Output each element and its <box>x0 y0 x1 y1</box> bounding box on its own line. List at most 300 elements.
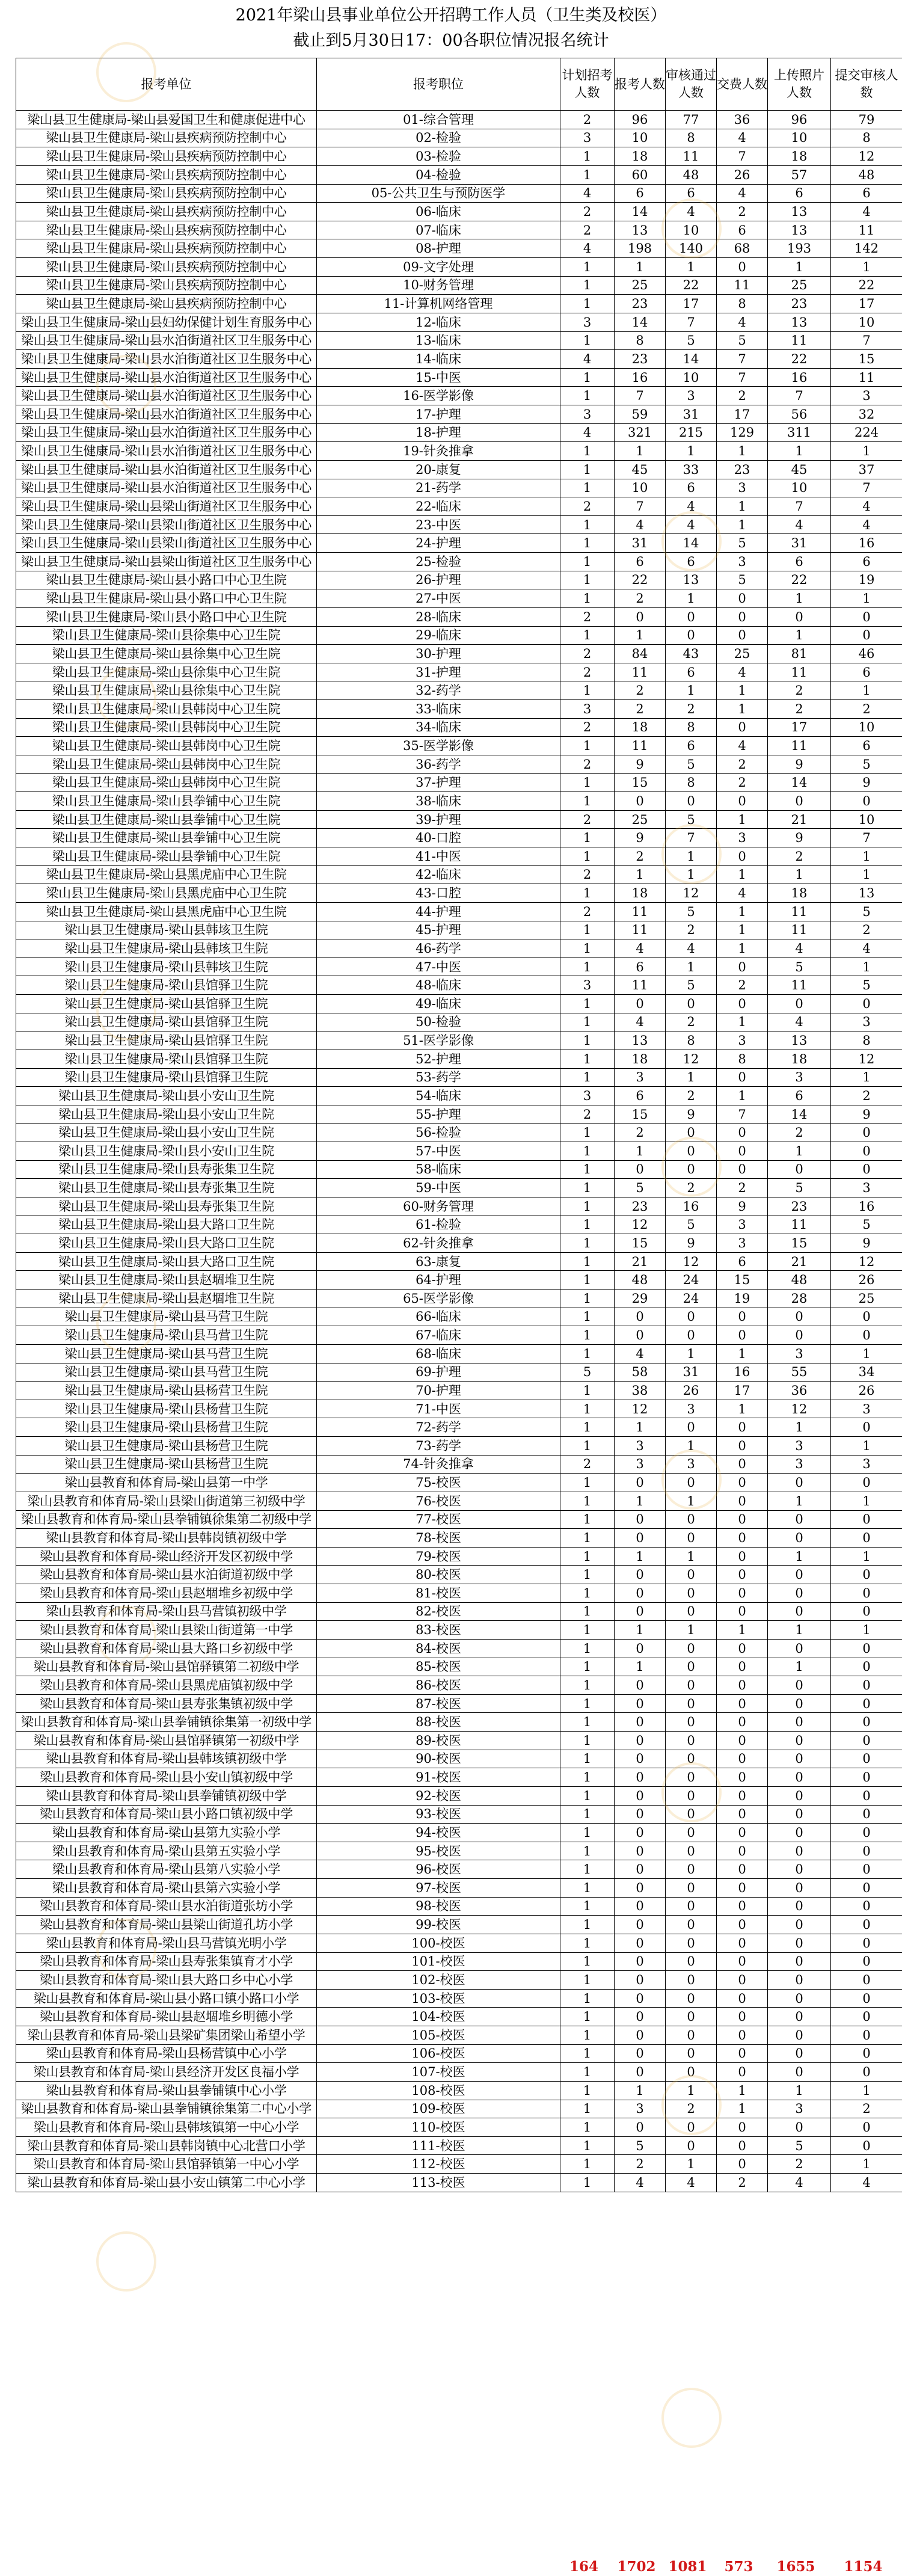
cell-approved: 0 <box>666 1879 717 1898</box>
cell-paid: 0 <box>717 1842 768 1860</box>
cell-applicants: 7 <box>615 387 666 405</box>
cell-photo: 2 <box>768 847 831 866</box>
cell-submitted: 13 <box>831 884 902 903</box>
cell-applicants: 0 <box>615 1768 666 1787</box>
cell-applicants: 4 <box>615 1013 666 1031</box>
cell-unit: 梁山县卫生健康局-梁山县水泊街道社区卫生服务中心 <box>16 423 317 442</box>
cell-approved: 13 <box>666 571 717 589</box>
cell-applicants: 0 <box>615 1805 666 1824</box>
cell-paid: 9 <box>717 1197 768 1216</box>
cell-position: 11-计算机网络管理 <box>317 295 560 313</box>
cell-plan: 1 <box>560 1197 615 1216</box>
cell-paid: 3 <box>717 1234 768 1253</box>
table-row <box>16 921 902 939</box>
cell-position: 51-医学影像 <box>317 1031 560 1050</box>
cell-plan: 1 <box>560 1308 615 1326</box>
cell-photo: 0 <box>768 1952 831 1971</box>
cell-paid: 0 <box>717 1676 768 1695</box>
cell-approved: 0 <box>666 1529 717 1548</box>
cell-plan: 1 <box>560 1160 615 1179</box>
cell-applicants: 0 <box>615 2063 666 2082</box>
cell-submitted: 25 <box>831 1290 902 1308</box>
total-applicants: 1702 <box>617 2559 656 2575</box>
cell-applicants: 6 <box>615 184 666 203</box>
cell-plan: 3 <box>560 976 615 995</box>
cell-photo: 0 <box>768 1510 831 1529</box>
cell-approved: 0 <box>666 1694 717 1713</box>
cell-photo: 5 <box>768 1179 831 1197</box>
cell-paid: 0 <box>717 1492 768 1510</box>
cell-unit: 梁山县卫生健康局-梁山县梁山街道社区卫生服务中心 <box>16 515 317 534</box>
cell-paid: 0 <box>717 2118 768 2137</box>
table-row <box>16 147 902 166</box>
cell-paid: 0 <box>717 2136 768 2155</box>
cell-paid: 0 <box>717 718 768 737</box>
cell-position: 45-护理 <box>317 921 560 939</box>
table-row <box>16 1805 902 1824</box>
cell-photo: 23 <box>768 295 831 313</box>
cell-submitted: 1 <box>831 681 902 700</box>
cell-position: 49-临床 <box>317 995 560 1013</box>
cell-plan: 3 <box>560 405 615 424</box>
table-row <box>16 1934 902 1952</box>
cell-unit: 梁山县教育和体育局-梁山县梁山街道第三初级中学 <box>16 1492 317 1510</box>
cell-submitted: 1 <box>831 1437 902 1456</box>
cell-submitted: 5 <box>831 1216 902 1234</box>
cell-photo: 28 <box>768 1290 831 1308</box>
table-row <box>16 276 902 295</box>
cell-approved: 6 <box>666 184 717 203</box>
cell-unit: 梁山县教育和体育局-梁山县梁矿集团梁山希望小学 <box>16 2026 317 2045</box>
cell-applicants: 0 <box>615 1676 666 1695</box>
cell-unit: 梁山县卫生健康局-梁山县黑虎庙中心卫生院 <box>16 902 317 921</box>
cell-paid: 1 <box>717 1087 768 1105</box>
cell-applicants: 1 <box>615 442 666 461</box>
cell-applicants: 15 <box>615 1234 666 1253</box>
cell-plan: 4 <box>560 350 615 369</box>
cell-plan: 1 <box>560 2155 615 2174</box>
cell-submitted: 2 <box>831 2100 902 2118</box>
cell-approved: 0 <box>666 1658 717 1676</box>
table-row <box>16 1197 902 1216</box>
cell-approved: 0 <box>666 1510 717 1529</box>
cell-plan: 1 <box>560 1824 615 1842</box>
cell-position: 04-检验 <box>317 165 560 184</box>
cell-photo: 11 <box>768 663 831 681</box>
cell-submitted: 7 <box>831 479 902 497</box>
cell-position: 74-针灸推拿 <box>317 1455 560 1474</box>
cell-unit: 梁山县教育和体育局-梁山县韩岗镇中心北营口小学 <box>16 2136 317 2155</box>
cell-paid: 3 <box>717 829 768 847</box>
cell-photo: 5 <box>768 2136 831 2155</box>
cell-unit: 梁山县卫生健康局-梁山县杨营卫生院 <box>16 1437 317 1456</box>
table-row <box>16 368 902 387</box>
cell-photo: 31 <box>768 534 831 553</box>
table-row <box>16 1308 902 1326</box>
cell-unit: 梁山县教育和体育局-梁山县第六实验小学 <box>16 1879 317 1898</box>
table-row <box>16 497 902 516</box>
cell-approved: 3 <box>666 1400 717 1418</box>
cell-unit: 梁山县卫生健康局-梁山县赵堌堆卫生院 <box>16 1271 317 1290</box>
cell-submitted: 0 <box>831 1824 902 1842</box>
cell-plan: 1 <box>560 1584 615 1603</box>
cell-approved: 4 <box>666 203 717 221</box>
cell-paid: 7 <box>717 368 768 387</box>
cell-paid: 1 <box>717 1621 768 1640</box>
cell-unit: 梁山县卫生健康局-梁山县杨营卫生院 <box>16 1418 317 1437</box>
cell-photo: 81 <box>768 645 831 663</box>
cell-applicants: 0 <box>615 1694 666 1713</box>
cell-position: 112-校医 <box>317 2155 560 2174</box>
cell-submitted: 2 <box>831 1087 902 1105</box>
cell-plan: 1 <box>560 1897 615 1916</box>
cell-approved: 0 <box>666 2118 717 2137</box>
cell-position: 94-校医 <box>317 1824 560 1842</box>
cell-photo: 55 <box>768 1363 831 1382</box>
cell-paid: 0 <box>717 1510 768 1529</box>
cell-position: 31-护理 <box>317 663 560 681</box>
table-row <box>16 1363 902 1382</box>
cell-plan: 1 <box>560 995 615 1013</box>
cell-paid: 0 <box>717 1584 768 1603</box>
cell-position: 93-校医 <box>317 1805 560 1824</box>
cell-paid: 0 <box>717 607 768 626</box>
cell-position: 38-临床 <box>317 792 560 811</box>
cell-plan: 1 <box>560 626 615 645</box>
cell-position: 98-校医 <box>317 1897 560 1916</box>
cell-unit: 梁山县卫生健康局-梁山县大路口卫生院 <box>16 1252 317 1271</box>
cell-plan: 1 <box>560 1639 615 1658</box>
cell-applicants: 0 <box>615 1971 666 1990</box>
cell-submitted: 0 <box>831 1860 902 1879</box>
cell-applicants: 48 <box>615 1271 666 1290</box>
cell-plan: 1 <box>560 2174 615 2192</box>
cell-position: 60-财务管理 <box>317 1197 560 1216</box>
cell-unit: 梁山县教育和体育局-梁山县第五实验小学 <box>16 1842 317 1860</box>
cell-unit: 梁山县卫生健康局-梁山县水泊街道社区卫生服务中心 <box>16 387 317 405</box>
cell-submitted: 0 <box>831 1805 902 1824</box>
cell-approved: 0 <box>666 1952 717 1971</box>
cell-paid: 0 <box>717 1474 768 1492</box>
cell-submitted: 5 <box>831 755 902 773</box>
cell-photo: 13 <box>768 313 831 331</box>
cell-plan: 1 <box>560 2026 615 2045</box>
cell-unit: 梁山县卫生健康局-梁山县疾病预防控制中心 <box>16 129 317 147</box>
table-row <box>16 2063 902 2082</box>
cell-submitted: 17 <box>831 295 902 313</box>
table-row <box>16 1418 902 1437</box>
cell-paid: 0 <box>717 1750 768 1768</box>
table-row <box>16 1639 902 1658</box>
cell-plan: 3 <box>560 700 615 719</box>
cell-photo: 6 <box>768 553 831 571</box>
cell-plan: 1 <box>560 1621 615 1640</box>
cell-unit: 梁山县卫生健康局-梁山县杨营卫生院 <box>16 1455 317 1474</box>
cell-applicants: 0 <box>615 2118 666 2137</box>
cell-paid: 1 <box>717 700 768 719</box>
cell-paid: 1 <box>717 497 768 516</box>
cell-submitted: 12 <box>831 1050 902 1068</box>
table-row <box>16 1566 902 1584</box>
table-row <box>16 553 902 571</box>
cell-photo: 9 <box>768 829 831 847</box>
cell-approved: 6 <box>666 663 717 681</box>
table-row <box>16 939 902 958</box>
cell-submitted: 9 <box>831 1105 902 1124</box>
cell-plan: 1 <box>560 2118 615 2137</box>
table-row <box>16 1105 902 1124</box>
cell-approved: 14 <box>666 350 717 369</box>
cell-position: 61-检验 <box>317 1216 560 1234</box>
cell-approved: 10 <box>666 221 717 239</box>
table-row <box>16 405 902 424</box>
cell-paid: 1 <box>717 902 768 921</box>
cell-unit: 梁山县卫生健康局-梁山县马营卫生院 <box>16 1344 317 1363</box>
cell-submitted: 9 <box>831 1234 902 1253</box>
table-row <box>16 1252 902 1271</box>
cell-applicants: 0 <box>615 1860 666 1879</box>
cell-submitted: 32 <box>831 405 902 424</box>
cell-approved: 5 <box>666 976 717 995</box>
cell-approved: 0 <box>666 1160 717 1179</box>
cell-submitted: 34 <box>831 1363 902 1382</box>
cell-submitted: 0 <box>831 1750 902 1768</box>
cell-unit: 梁山县卫生健康局-梁山县疾病预防控制中心 <box>16 276 317 295</box>
cell-submitted: 0 <box>831 1326 902 1345</box>
cell-plan: 1 <box>560 1842 615 1860</box>
cell-paid: 0 <box>717 1897 768 1916</box>
cell-photo: 0 <box>768 1916 831 1934</box>
cell-applicants: 2 <box>615 1124 666 1142</box>
cell-applicants: 1 <box>615 1142 666 1161</box>
cell-unit: 梁山县卫生健康局-梁山县杨营卫生院 <box>16 1400 317 1418</box>
cell-submitted: 0 <box>831 1142 902 1161</box>
cell-paid: 2 <box>717 203 768 221</box>
cell-paid: 2 <box>717 1179 768 1197</box>
cell-unit: 梁山县卫生健康局-梁山县韩岗中心卫生院 <box>16 755 317 773</box>
cell-submitted: 0 <box>831 995 902 1013</box>
cell-plan: 1 <box>560 460 615 479</box>
table-row <box>16 295 902 313</box>
cell-submitted: 3 <box>831 1455 902 1474</box>
cell-applicants: 1 <box>615 1492 666 1510</box>
cell-applicants: 25 <box>615 810 666 829</box>
cell-plan: 1 <box>560 1860 615 1879</box>
cell-submitted: 5 <box>831 902 902 921</box>
cell-unit: 梁山县卫生健康局-梁山县徐集中心卫生院 <box>16 663 317 681</box>
cell-applicants: 84 <box>615 645 666 663</box>
cell-plan: 1 <box>560 958 615 976</box>
cell-photo: 1 <box>768 2081 831 2100</box>
cell-unit: 梁山县卫生健康局-梁山县疾病预防控制中心 <box>16 147 317 166</box>
cell-paid: 0 <box>717 2044 768 2063</box>
cell-position: 07-临床 <box>317 221 560 239</box>
cell-photo: 9 <box>768 755 831 773</box>
cell-applicants: 0 <box>615 1897 666 1916</box>
table-row <box>16 847 902 866</box>
cell-paid: 0 <box>717 1989 768 2008</box>
cell-approved: 14 <box>666 534 717 553</box>
cell-submitted: 12 <box>831 147 902 166</box>
cell-paid: 8 <box>717 295 768 313</box>
cell-photo: 0 <box>768 2118 831 2137</box>
cell-submitted: 0 <box>831 1418 902 1437</box>
cell-paid: 17 <box>717 1382 768 1400</box>
cell-photo: 13 <box>768 203 831 221</box>
cell-submitted: 0 <box>831 2008 902 2026</box>
cell-position: 68-临床 <box>317 1344 560 1363</box>
cell-unit: 梁山县卫生健康局-梁山县疾病预防控制中心 <box>16 203 317 221</box>
cell-position: 77-校医 <box>317 1510 560 1529</box>
cell-photo: 12 <box>768 1400 831 1418</box>
cell-applicants: 0 <box>615 1602 666 1621</box>
table-row <box>16 755 902 773</box>
header-unit: 报考单位 <box>16 58 317 111</box>
table-row <box>16 534 902 553</box>
cell-plan: 1 <box>560 1252 615 1271</box>
cell-unit: 梁山县教育和体育局-梁山县寿张集镇初级中学 <box>16 1694 317 1713</box>
table-row <box>16 976 902 995</box>
cell-unit: 梁山县卫生健康局-梁山县疾病预防控制中心 <box>16 258 317 277</box>
cell-approved: 77 <box>666 111 717 129</box>
cell-submitted: 0 <box>831 1124 902 1142</box>
cell-paid: 1 <box>717 515 768 534</box>
cell-photo: 0 <box>768 1934 831 1952</box>
cell-approved: 0 <box>666 1308 717 1326</box>
cell-plan: 5 <box>560 1363 615 1382</box>
table-row <box>16 607 902 626</box>
cell-approved: 17 <box>666 295 717 313</box>
header-plan: 计划招考人数 <box>560 58 615 111</box>
cell-photo: 18 <box>768 147 831 166</box>
cell-applicants: 0 <box>615 1786 666 1805</box>
cell-unit: 梁山县卫生健康局-梁山县小安山卫生院 <box>16 1142 317 1161</box>
table-row <box>16 865 902 884</box>
cell-paid: 0 <box>717 2008 768 2026</box>
cell-approved: 10 <box>666 368 717 387</box>
cell-unit: 梁山县卫生健康局-梁山县水泊街道社区卫生服务中心 <box>16 442 317 461</box>
cell-submitted: 0 <box>831 1713 902 1732</box>
cell-photo: 1 <box>768 1142 831 1161</box>
cell-applicants: 15 <box>615 1105 666 1124</box>
cell-plan: 1 <box>560 1529 615 1548</box>
cell-unit: 梁山县卫生健康局-梁山县水泊街道社区卫生服务中心 <box>16 479 317 497</box>
table-row <box>16 1602 902 1621</box>
cell-unit: 梁山县教育和体育局-梁山县馆驿镇第一初级中学 <box>16 1732 317 1750</box>
cell-applicants: 1 <box>615 1621 666 1640</box>
cell-plan: 1 <box>560 331 615 350</box>
cell-unit: 梁山县卫生健康局-梁山县寿张集卫生院 <box>16 1160 317 1179</box>
cell-unit: 梁山县卫生健康局-梁山县小安山卫生院 <box>16 1087 317 1105</box>
cell-paid: 0 <box>717 958 768 976</box>
cell-position: 85-校医 <box>317 1658 560 1676</box>
cell-paid: 0 <box>717 2155 768 2174</box>
cell-paid: 1 <box>717 442 768 461</box>
cell-position: 19-针灸推拿 <box>317 442 560 461</box>
cell-position: 29-临床 <box>317 626 560 645</box>
cell-approved: 0 <box>666 1989 717 2008</box>
cell-position: 79-校医 <box>317 1547 560 1566</box>
table-row <box>16 1768 902 1787</box>
cell-plan: 1 <box>560 1216 615 1234</box>
cell-applicants: 0 <box>615 1916 666 1934</box>
cell-approved: 43 <box>666 645 717 663</box>
cell-position: 102-校医 <box>317 1971 560 1990</box>
cell-position: 105-校医 <box>317 2026 560 2045</box>
cell-position: 20-康复 <box>317 460 560 479</box>
cell-unit: 梁山县卫生健康局-梁山县韩岗中心卫生院 <box>16 700 317 719</box>
cell-approved: 5 <box>666 810 717 829</box>
cell-approved: 0 <box>666 2063 717 2082</box>
cell-plan: 1 <box>560 2100 615 2118</box>
table-row <box>16 1437 902 1456</box>
cell-plan: 1 <box>560 442 615 461</box>
cell-paid: 0 <box>717 1805 768 1824</box>
cell-submitted: 142 <box>831 239 902 258</box>
cell-approved: 0 <box>666 1639 717 1658</box>
cell-paid: 0 <box>717 1566 768 1584</box>
cell-paid: 6 <box>717 1252 768 1271</box>
table-row <box>16 1879 902 1898</box>
cell-photo: 3 <box>768 2100 831 2118</box>
table-row <box>16 2174 902 2192</box>
cell-applicants: 0 <box>615 995 666 1013</box>
cell-plan: 2 <box>560 645 615 663</box>
table-row <box>16 1492 902 1510</box>
cell-position: 50-检验 <box>317 1013 560 1031</box>
cell-unit: 梁山县教育和体育局-梁山县小路口镇小路口小学 <box>16 1989 317 2008</box>
cell-unit: 梁山县教育和体育局-梁山县韩垓镇第一中心小学 <box>16 2118 317 2137</box>
cell-plan: 1 <box>560 1805 615 1824</box>
cell-plan: 2 <box>560 902 615 921</box>
cell-submitted: 0 <box>831 1676 902 1695</box>
cell-position: 88-校医 <box>317 1713 560 1732</box>
table-row <box>16 1786 902 1805</box>
cell-plan: 1 <box>560 2136 615 2155</box>
table-row <box>16 1510 902 1529</box>
header-photo: 上传照片人数 <box>768 58 831 111</box>
header-position: 报考职位 <box>317 58 560 111</box>
cell-approved: 1 <box>666 1621 717 1640</box>
table-row <box>16 165 902 184</box>
cell-position: 32-药学 <box>317 681 560 700</box>
cell-applicants: 18 <box>615 147 666 166</box>
cell-paid: 23 <box>717 460 768 479</box>
cell-applicants: 6 <box>615 958 666 976</box>
cell-unit: 梁山县卫生健康局-梁山县馆驿卫生院 <box>16 976 317 995</box>
cell-applicants: 18 <box>615 718 666 737</box>
cell-position: 100-校医 <box>317 1934 560 1952</box>
cell-plan: 2 <box>560 663 615 681</box>
cell-submitted: 0 <box>831 1916 902 1934</box>
cell-position: 101-校医 <box>317 1952 560 1971</box>
table-row <box>16 1382 902 1400</box>
cell-applicants: 18 <box>615 884 666 903</box>
cell-submitted: 0 <box>831 1971 902 1990</box>
table-row <box>16 902 902 921</box>
cell-photo: 0 <box>768 1842 831 1860</box>
cell-approved: 5 <box>666 902 717 921</box>
table-row <box>16 1142 902 1161</box>
cell-approved: 11 <box>666 147 717 166</box>
cell-applicants: 3 <box>615 1437 666 1456</box>
cell-plan: 1 <box>560 147 615 166</box>
cell-approved: 5 <box>666 331 717 350</box>
cell-submitted: 0 <box>831 1786 902 1805</box>
cell-unit: 梁山县卫生健康局-梁山县大路口卫生院 <box>16 1234 317 1253</box>
cell-submitted: 3 <box>831 1013 902 1031</box>
cell-photo: 13 <box>768 221 831 239</box>
